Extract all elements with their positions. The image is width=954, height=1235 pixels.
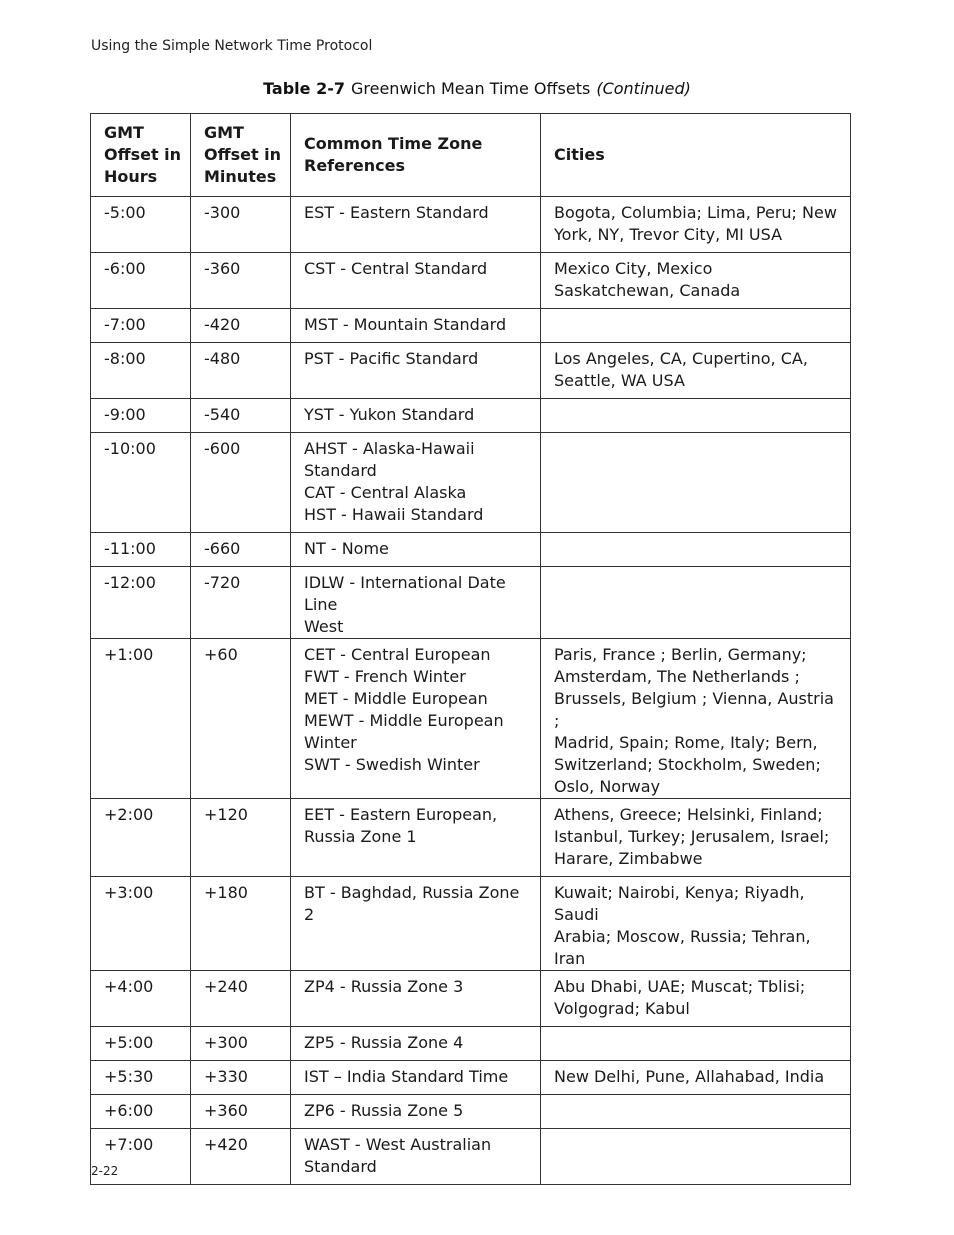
cell-cities	[541, 533, 851, 567]
cell-zones: ZP5 - Russia Zone 4	[291, 1027, 541, 1061]
cell-minutes: +60	[191, 639, 291, 799]
table-row	[91, 399, 851, 433]
cell-zones: AHST - Alaska-Hawaii Standard CAT - Central Alaska HST - Hawaii Standard	[291, 433, 541, 533]
cell-cities	[541, 1027, 851, 1061]
table-row	[91, 799, 851, 877]
column-header-zones: Common Time Zone References	[291, 114, 541, 197]
cell-zones: PST - Pacific Standard	[291, 343, 541, 399]
cell-zones: ZP4 - Russia Zone 3	[291, 971, 541, 1027]
table-row	[91, 309, 851, 343]
cell-hours: +2:00	[91, 799, 191, 877]
table-row	[91, 533, 851, 567]
cell-cities: Bogota, Columbia; Lima, Peru; New York, NY, Trevor City, MI USA	[541, 197, 851, 253]
cell-zones: EST - Eastern Standard	[291, 197, 541, 253]
column-header-minutes: GMT Offset in Minutes	[191, 114, 291, 197]
cell-hours: -12:00	[91, 567, 191, 639]
cell-cities: Kuwait; Nairobi, Kenya; Riyadh, Saudi Arabia; Moscow, Russia; Tehran, Iran	[541, 877, 851, 971]
table-body	[91, 197, 851, 1185]
cell-cities	[541, 567, 851, 639]
cell-zones: ZP6 - Russia Zone 5	[291, 1095, 541, 1129]
table-caption	[0, 79, 954, 98]
cell-zones: CET - Central European FWT - French Winter MET - Middle European MEWT - Middle European Winter SWT - Swedish Winter	[291, 639, 541, 799]
cell-minutes: +180	[191, 877, 291, 971]
cell-minutes: +120	[191, 799, 291, 877]
cell-minutes: +330	[191, 1061, 291, 1095]
cell-minutes: -600	[191, 433, 291, 533]
cell-zones: BT - Baghdad, Russia Zone 2	[291, 877, 541, 971]
cell-cities	[541, 309, 851, 343]
table-row	[91, 197, 851, 253]
cell-hours: +1:00	[91, 639, 191, 799]
table-header	[91, 114, 851, 197]
cell-minutes: +420	[191, 1129, 291, 1185]
cell-hours: -6:00	[91, 253, 191, 309]
cell-hours: +5:30	[91, 1061, 191, 1095]
cell-minutes: -540	[191, 399, 291, 433]
cell-minutes: -360	[191, 253, 291, 309]
table-row	[91, 1027, 851, 1061]
gmt-offsets-table	[90, 113, 851, 1185]
cell-zones: WAST - West Australian Standard	[291, 1129, 541, 1185]
cell-cities	[541, 1095, 851, 1129]
cell-minutes: -420	[191, 309, 291, 343]
cell-cities: Los Angeles, CA, Cupertino, CA, Seattle, WA USA	[541, 343, 851, 399]
cell-minutes: +360	[191, 1095, 291, 1129]
cell-minutes: -300	[191, 197, 291, 253]
cell-cities	[541, 1129, 851, 1185]
table-header-row	[91, 114, 851, 197]
cell-hours: +6:00	[91, 1095, 191, 1129]
running-header: Using the Simple Network Time Protocol	[91, 38, 373, 54]
table-row	[91, 1095, 851, 1129]
cell-hours: -8:00	[91, 343, 191, 399]
cell-cities: New Delhi, Pune, Allahabad, India	[541, 1061, 851, 1095]
cell-cities	[541, 433, 851, 533]
table-caption-label: Table 2-7	[263, 79, 345, 98]
table-row	[91, 1061, 851, 1095]
table-row	[91, 877, 851, 971]
table-row	[91, 433, 851, 533]
table-row	[91, 253, 851, 309]
cell-cities: Athens, Greece; Helsinki, Finland; Istanbul, Turkey; Jerusalem, Israel; Harare, Zimbabwe	[541, 799, 851, 877]
cell-zones: NT - Nome	[291, 533, 541, 567]
cell-hours: -7:00	[91, 309, 191, 343]
table-row	[91, 971, 851, 1027]
cell-minutes: +240	[191, 971, 291, 1027]
cell-cities: Mexico City, Mexico Saskatchewan, Canada	[541, 253, 851, 309]
table-row	[91, 567, 851, 639]
cell-zones: IST – India Standard Time	[291, 1061, 541, 1095]
cell-hours: -10:00	[91, 433, 191, 533]
cell-zones: CST - Central Standard	[291, 253, 541, 309]
cell-minutes: +300	[191, 1027, 291, 1061]
table-row	[91, 1129, 851, 1185]
cell-hours: +3:00	[91, 877, 191, 971]
cell-minutes: -720	[191, 567, 291, 639]
table-row	[91, 343, 851, 399]
cell-hours: -11:00	[91, 533, 191, 567]
table-caption-continued: (Continued)	[596, 79, 691, 98]
cell-minutes: -660	[191, 533, 291, 567]
cell-cities: Abu Dhabi, UAE; Muscat; Tblisi; Volgograd; Kabul	[541, 971, 851, 1027]
cell-cities: Paris, France ; Berlin, Germany; Amsterdam, The Netherlands ; Brussels, Belgium ; Vienna, Austria ; Madrid, Spain; Rome, Italy; Bern, Switzerland; Stockholm, Sweden; Oslo, Norway	[541, 639, 851, 799]
column-header-hours: GMT Offset in Hours	[91, 114, 191, 197]
cell-hours: +5:00	[91, 1027, 191, 1061]
cell-hours: +4:00	[91, 971, 191, 1027]
cell-zones: IDLW - International Date Line West	[291, 567, 541, 639]
table-row	[91, 639, 851, 799]
cell-hours: -9:00	[91, 399, 191, 433]
cell-zones: MST - Mountain Standard	[291, 309, 541, 343]
column-header-cities: Cities	[541, 114, 851, 197]
page-number: 2-22	[91, 1164, 119, 1178]
table-caption-title: Greenwich Mean Time Offsets	[350, 79, 591, 98]
cell-minutes: -480	[191, 343, 291, 399]
cell-hours: -5:00	[91, 197, 191, 253]
cell-zones: EET - Eastern European, Russia Zone 1	[291, 799, 541, 877]
cell-hours: +7:00	[91, 1129, 191, 1185]
cell-zones: YST - Yukon Standard	[291, 399, 541, 433]
cell-cities	[541, 399, 851, 433]
